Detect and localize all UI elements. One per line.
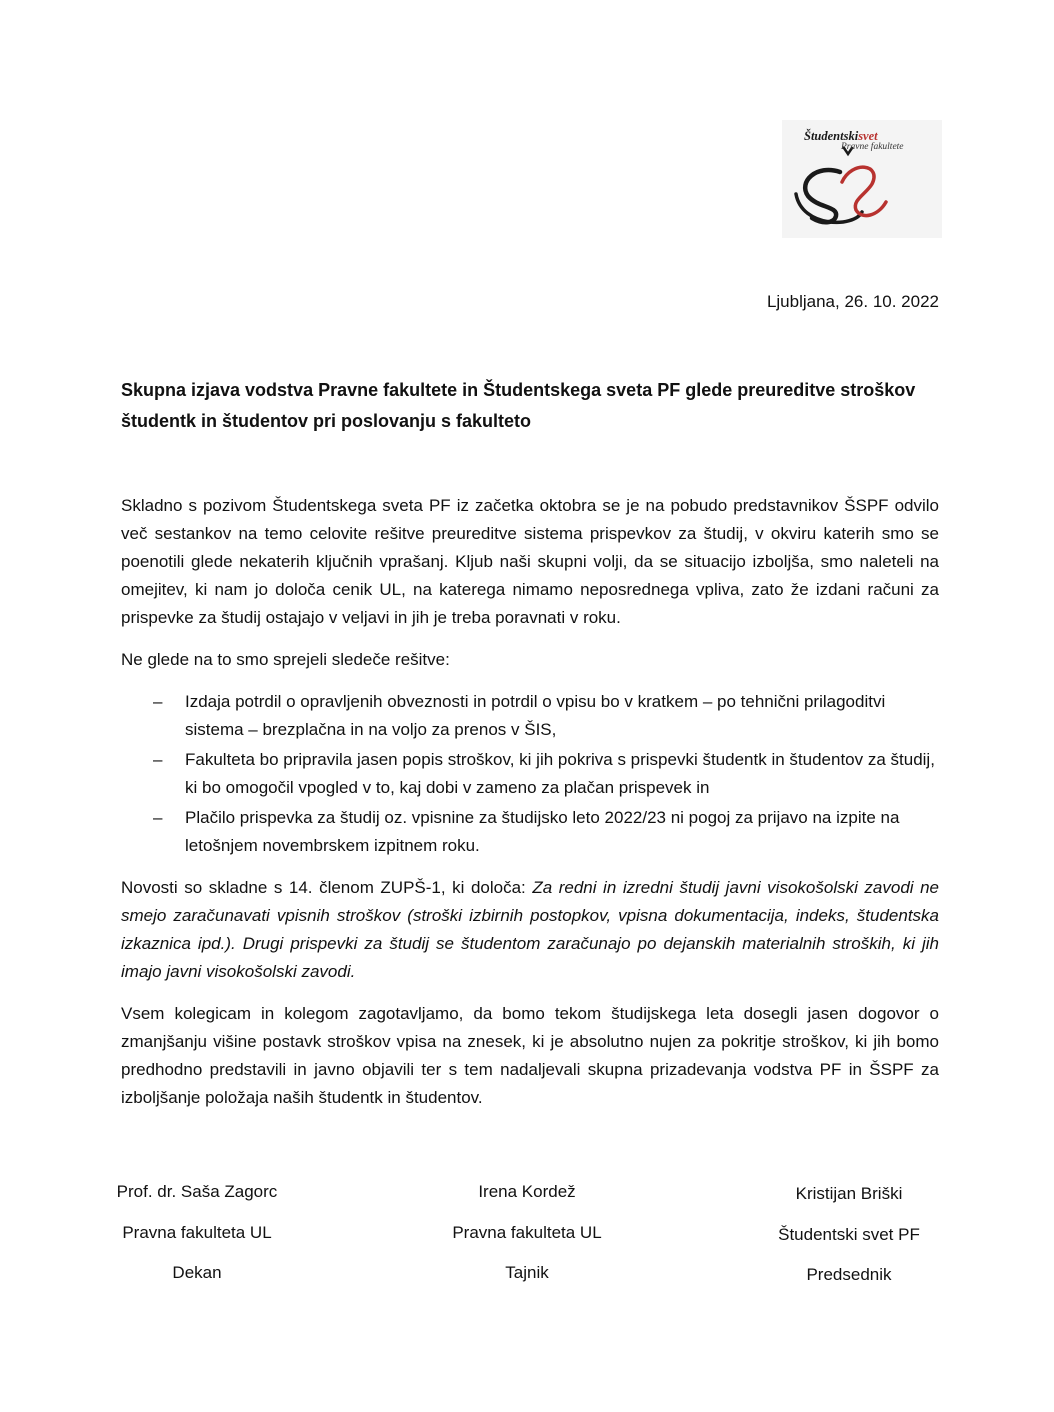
signatory-role: Predsednik xyxy=(806,1265,892,1284)
signatory-name: Prof. dr. Saša Zagorc xyxy=(116,1182,278,1201)
signatory-role: Dekan xyxy=(172,1263,222,1282)
signature-block-dean xyxy=(67,1180,327,1302)
law-paragraph xyxy=(121,874,939,986)
list-item: – Plačilo prispevka za študij oz. vpisnine za študijsko leto 2022/23 ni pogoj za prijavo na izpite na letošnjem novembrskem izpitnem roku. xyxy=(185,804,939,860)
list-item: – Fakulteta bo pripravila jasen popis stroškov, ki jih pokriva s prispevki študentk in študentov za študij, ki bo omogočil vpogled v to, kaj dobi v zameno za plačan prispevek in xyxy=(185,746,939,802)
solutions-list xyxy=(121,688,939,860)
student-council-logo xyxy=(782,120,942,238)
signatory-name: Kristijan Briški xyxy=(795,1184,903,1203)
logo-wordmark: Študentskisvet xyxy=(804,129,878,143)
document-body xyxy=(121,492,939,1126)
law-intro: Novosti so skladne s 14. členom ZUPŠ-1, ki določa: xyxy=(121,878,533,897)
signatory-name: Irena Kordež xyxy=(478,1182,576,1201)
signature-block-president xyxy=(719,1182,979,1304)
lead-paragraph: Ne glede na to smo sprejeli sledeče rešitve: xyxy=(121,650,450,669)
document-date: Ljubljana, 26. 10. 2022 xyxy=(766,292,939,311)
signatory-organization: Pravna fakulteta UL xyxy=(452,1222,602,1242)
law-quote: Za redni in izredni študij javni visokošolski zavodi ne smejo zaračunavati vpisnih stroškov (stroški izbirnih postopkov, vpisna dokumentacija, indeks, študentska izkaznica ipd.). Drugi prispevki za študij se študentom zaračunajo po dejanskih materialnih stroških, ki jih imajo javni visokošolski zavodi. xyxy=(121,878,940,981)
signature-block-secretary xyxy=(397,1180,657,1302)
list-item: – Izdaja potrdil o opravljenih obveznosti in potrdil o vpisu bo v kratkem – po tehnični prilagoditvi sistema – brezplačna in na voljo za prenos v ŠIS, xyxy=(185,688,939,744)
signatory-role: Tajnik xyxy=(505,1263,549,1282)
logo-subtitle: Pravne fakultete xyxy=(841,142,904,152)
closing-paragraph: Vsem kolegicam in kolegom zagotavljamo, da bomo tekom študijskega leta dosegli jasen dogovor o zmanjšanju višine postavk stroškov vpisa na znesek, ki je absolutno nujen za pokritje stroškov, ki jih bomo predhodno predstavili in javno objavili ter s tem nadaljevali skupna prizadevanja vodstva PF in ŠSPF za izboljšanje položaja naših študentk in študentov. xyxy=(121,1004,939,1107)
signatory-organization: Pravna fakulteta UL xyxy=(122,1222,272,1242)
document-title: Skupna izjava vodstva Pravne fakultete in Študentskega sveta PF glede preureditve stroškov študentk in študentov pri poslovanju s fakulteto xyxy=(121,380,916,431)
signatory-organization: Študentski svet PF xyxy=(778,1224,920,1244)
intro-paragraph: Skladno s pozivom Študentskega sveta PF iz začetka oktobra se je na pobudo predstavnikov ŠSPF odvilo več sestankov na temo celovite rešitve preureditve sistema prispevkov za študij, v okviru katerih smo se poenotili glede nekaterih ključnih vprašanj. Kljub naši skupni volji, da se situacijo izboljša, smo naleteli na omejitev, ki nam jo določa cenik UL, na katerega nimamo neposrednega vpliva, zato že izdani računi za prispevke za študij ostajajo v veljavi in jih je treba poravnati v roku. xyxy=(121,496,939,627)
